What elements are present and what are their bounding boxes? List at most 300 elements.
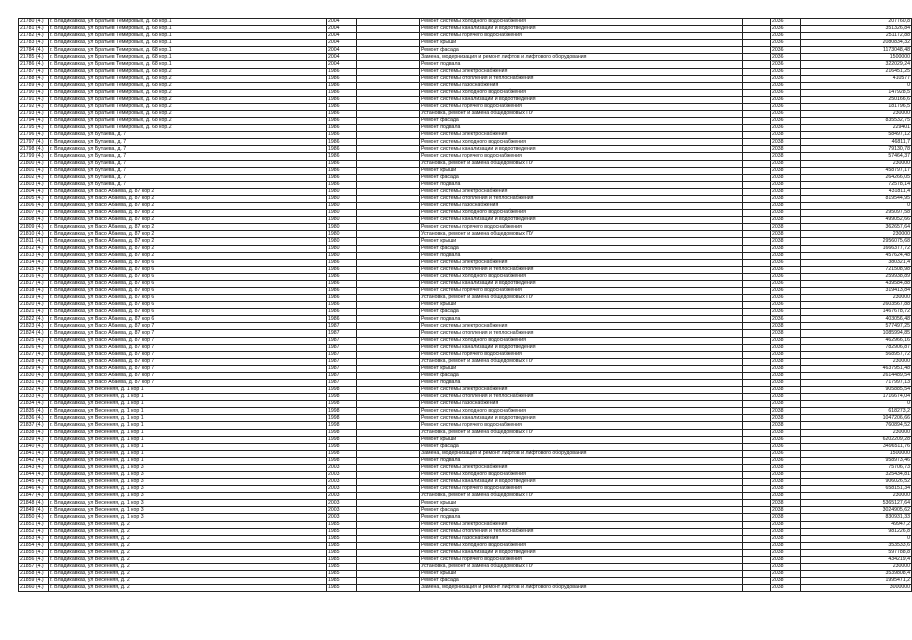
- cost-cell: 264266,05: [801, 174, 912, 181]
- record-id-cell: 21831 (4.): [19, 379, 49, 386]
- address-cell: г. Владикавказ, ул Васо Абаева, д. 87 кор 7: [49, 351, 327, 358]
- plan-year-cell: 2038: [771, 578, 801, 585]
- empty-cell: [357, 231, 420, 238]
- work-type-cell: Ремонт фасада: [420, 47, 743, 54]
- build-year-cell: 1987: [327, 337, 357, 344]
- plan-year-cell: 2038: [771, 351, 801, 358]
- record-id-cell: 21858 (4.): [19, 571, 49, 578]
- address-cell: г. Владикавказ, ул Бутаева, д. 7: [49, 160, 327, 167]
- empty-cell: [743, 415, 771, 422]
- plan-year-cell: 2036: [771, 118, 801, 125]
- empty-cell: [743, 316, 771, 323]
- table-row: [19, 493, 912, 500]
- empty-cell: [743, 252, 771, 259]
- empty-cell: [357, 422, 420, 429]
- build-year-cell: 1980: [327, 252, 357, 259]
- build-year-cell: 1987: [327, 372, 357, 379]
- address-cell: г. Владикавказ, ул Весенняя, д. 1 кор 3: [49, 479, 327, 486]
- plan-year-cell: 2036: [771, 309, 801, 316]
- empty-cell: [357, 217, 420, 224]
- record-id-cell: 21820 (4.): [19, 302, 49, 309]
- address-cell: г. Владикавказ, ул Васо Абаева, д. 87 кор 2: [49, 231, 327, 238]
- record-id-cell: 21806 (4.): [19, 203, 49, 210]
- address-cell: г. Владикавказ, ул Весенняя, д. 2: [49, 578, 327, 585]
- cost-cell: 760894,52: [801, 422, 912, 429]
- plan-year-cell: 2038: [771, 231, 801, 238]
- empty-cell: [743, 245, 771, 252]
- build-year-cell: 1987: [327, 351, 357, 358]
- record-id-cell: 21855 (4.): [19, 549, 49, 556]
- work-type-cell: Ремонт подвала: [420, 457, 743, 464]
- work-type-cell: Ремонт системы горячего водоснабжения: [420, 103, 743, 110]
- plan-year-cell: 2038: [771, 358, 801, 365]
- record-id-cell: 21821 (4.): [19, 309, 49, 316]
- empty-cell: [357, 125, 420, 132]
- work-type-cell: Ремонт крыши: [420, 571, 743, 578]
- address-cell: г. Владикавказ, ул Васо Абаева, д. 87 кор 2: [49, 238, 327, 245]
- table-row: [19, 507, 912, 514]
- address-cell: г. Владикавказ, ул Васо Абаева, д. 87 кор 2: [49, 224, 327, 231]
- empty-cell: [357, 323, 420, 330]
- build-year-cell: 1986: [327, 280, 357, 287]
- plan-year-cell: 2038: [771, 167, 801, 174]
- empty-cell: [743, 188, 771, 195]
- record-id-cell: 21836 (4.): [19, 415, 49, 422]
- build-year-cell: 2003: [327, 514, 357, 521]
- plan-year-cell: 2038: [771, 401, 801, 408]
- work-type-cell: Ремонт системы электроснабжения: [420, 188, 743, 195]
- work-type-cell: Ремонт системы горячего водоснабжения: [420, 224, 743, 231]
- address-cell: г. Владикавказ, ул Весенняя, д. 1 кор 1: [49, 450, 327, 457]
- build-year-cell: 2003: [327, 507, 357, 514]
- empty-cell: [357, 379, 420, 386]
- empty-cell: [357, 450, 420, 457]
- empty-cell: [357, 387, 420, 394]
- plan-year-cell: 2038: [771, 330, 801, 337]
- record-id-cell: 21834 (4.): [19, 401, 49, 408]
- empty-cell: [357, 245, 420, 252]
- empty-cell: [743, 238, 771, 245]
- cost-cell: 6202209,28: [801, 436, 912, 443]
- cost-cell: 410577: [801, 75, 912, 82]
- address-cell: г. Владикавказ, ул Васо Абаева, д. 87 кор 7: [49, 365, 327, 372]
- plan-year-cell: 2038: [771, 408, 801, 415]
- plan-year-cell: 2038: [771, 372, 801, 379]
- empty-cell: [357, 295, 420, 302]
- work-type-cell: Установка, ремонт и замена общедомовых ПУ: [420, 564, 743, 571]
- record-id-cell: 21827 (4.): [19, 351, 49, 358]
- empty-cell: [357, 75, 420, 82]
- address-cell: г. Владикавказ, ул Братьев Темировых, д. 68 кор.1: [49, 47, 327, 54]
- empty-cell: [743, 500, 771, 507]
- work-type-cell: Ремонт системы газоснабжения: [420, 203, 743, 210]
- address-cell: г. Владикавказ, ул Васо Абаева, д. 87 кор 6: [49, 259, 327, 266]
- address-cell: г. Владикавказ, ул Васо Абаева, д. 87 кор 7: [49, 330, 327, 337]
- record-id-cell: 21805 (4.): [19, 195, 49, 202]
- record-id-cell: 21788 (4.): [19, 75, 49, 82]
- cost-cell: 2614489,54: [801, 372, 912, 379]
- record-id-cell: 21791 (4.): [19, 96, 49, 103]
- empty-cell: [357, 280, 420, 287]
- empty-cell: [743, 372, 771, 379]
- empty-cell: [357, 535, 420, 542]
- cost-cell: 434219,4: [801, 556, 912, 563]
- empty-cell: [743, 549, 771, 556]
- address-cell: г. Владикавказ, ул Васо Абаева, д. 87 кор 6: [49, 266, 327, 273]
- empty-cell: [743, 521, 771, 528]
- record-id-cell: 21851 (4.): [19, 521, 49, 528]
- plan-year-cell: 2038: [771, 203, 801, 210]
- empty-cell: [357, 252, 420, 259]
- address-cell: г. Владикавказ, ул Братьев Темировых, д. 68 кор.2: [49, 68, 327, 75]
- work-type-cell: Ремонт системы отопления и теплоснабжения: [420, 75, 743, 82]
- work-type-cell: Ремонт системы канализации и водоотведения: [420, 280, 743, 287]
- record-id-cell: 21832 (4.): [19, 387, 49, 394]
- work-type-cell: Ремонт крыши: [420, 40, 743, 47]
- build-year-cell: 1986: [327, 125, 357, 132]
- address-cell: г. Владикавказ, ул Братьев Темировых, д. 68 кор.2: [49, 75, 327, 82]
- build-year-cell: 2004: [327, 33, 357, 40]
- cost-cell: 46811,7: [801, 139, 912, 146]
- build-year-cell: 1980: [327, 217, 357, 224]
- address-cell: г. Владикавказ, ул Весенняя, д. 1 кор 1: [49, 457, 327, 464]
- address-cell: г. Владикавказ, ул Бутаева, д. 7: [49, 146, 327, 153]
- work-type-cell: Ремонт подвала: [420, 61, 743, 68]
- address-cell: г. Владикавказ, ул Васо Абаева, д. 87 кор 2: [49, 245, 327, 252]
- cost-cell: 1716674,04: [801, 394, 912, 401]
- table-row: [19, 500, 912, 507]
- empty-cell: [743, 125, 771, 132]
- empty-cell: [743, 556, 771, 563]
- record-id-cell: 21807 (4.): [19, 210, 49, 217]
- record-id-cell: 21856 (4.): [19, 556, 49, 563]
- cost-cell: 439584,88: [801, 280, 912, 287]
- table-row: [19, 139, 912, 146]
- cost-cell: 319413,84: [801, 287, 912, 294]
- work-type-cell: Ремонт системы холодного водоснабжения: [420, 19, 743, 26]
- work-type-cell: Ремонт крыши: [420, 500, 743, 507]
- empty-cell: [357, 472, 420, 479]
- address-cell: г. Владикавказ, ул Васо Абаева, д. 87 кор 7: [49, 344, 327, 351]
- cost-cell: 72578,14: [801, 181, 912, 188]
- plan-year-cell: 2038: [771, 507, 801, 514]
- build-year-cell: 1980: [327, 224, 357, 231]
- build-year-cell: 1986: [327, 287, 357, 294]
- empty-cell: [743, 486, 771, 493]
- work-type-cell: Ремонт фасада: [420, 174, 743, 181]
- work-type-cell: Ремонт подвала: [420, 316, 743, 323]
- work-type-cell: Ремонт системы холодного водоснабжения: [420, 273, 743, 280]
- plan-year-cell: 2038: [771, 528, 801, 535]
- empty-cell: [743, 103, 771, 110]
- cost-cell: 568957,72: [801, 351, 912, 358]
- work-type-cell: Ремонт системы газоснабжения: [420, 82, 743, 89]
- record-id-cell: 21803 (4.): [19, 181, 49, 188]
- address-cell: г. Владикавказ, ул Весенняя, д. 1 кор 1: [49, 415, 327, 422]
- table-row: [19, 132, 912, 139]
- empty-cell: [357, 302, 420, 309]
- empty-cell: [743, 323, 771, 330]
- cost-cell: 0: [801, 535, 912, 542]
- empty-cell: [743, 387, 771, 394]
- address-cell: г. Владикавказ, ул Васо Абаева, д. 87 кор 7: [49, 337, 327, 344]
- address-cell: г. Владикавказ, ул Васо Абаева, д. 87 кор 6: [49, 273, 327, 280]
- work-type-cell: Ремонт крыши: [420, 167, 743, 174]
- cost-cell: 499052,66: [801, 217, 912, 224]
- plan-year-cell: 2036: [771, 457, 801, 464]
- record-id-cell: 21850 (4.): [19, 514, 49, 521]
- empty-cell: [743, 195, 771, 202]
- cost-cell: 230000: [801, 160, 912, 167]
- plan-year-cell: 2036: [771, 75, 801, 82]
- plan-year-cell: 2036: [771, 287, 801, 294]
- cost-cell: 230000: [801, 429, 912, 436]
- empty-cell: [743, 450, 771, 457]
- empty-cell: [743, 259, 771, 266]
- empty-cell: [743, 287, 771, 294]
- address-cell: г. Владикавказ, ул Васо Абаева, д. 87 кор 2: [49, 203, 327, 210]
- plan-year-cell: 2038: [771, 429, 801, 436]
- empty-cell: [743, 118, 771, 125]
- empty-cell: [357, 365, 420, 372]
- record-id-cell: 21848 (4.): [19, 500, 49, 507]
- address-cell: г. Владикавказ, ул Весенняя, д. 1 кор 3: [49, 486, 327, 493]
- record-id-cell: 21854 (4.): [19, 542, 49, 549]
- empty-cell: [357, 358, 420, 365]
- record-id-cell: 21798 (4.): [19, 146, 49, 153]
- cost-cell: 905885,54: [801, 387, 912, 394]
- empty-cell: [743, 571, 771, 578]
- table-row: [19, 146, 912, 153]
- work-type-cell: Установка, ремонт и замена общедомовых ПУ: [420, 358, 743, 365]
- work-type-cell: Ремонт подвала: [420, 252, 743, 259]
- record-id-cell: 21811 (4.): [19, 238, 49, 245]
- record-id-cell: 21839 (4.): [19, 436, 49, 443]
- work-type-cell: Ремонт фасада: [420, 507, 743, 514]
- plan-year-cell: 2036: [771, 259, 801, 266]
- table-row: [19, 153, 912, 160]
- address-cell: г. Владикавказ, ул Васо Абаева, д. 87 кор 2: [49, 217, 327, 224]
- empty-cell: [357, 521, 420, 528]
- empty-cell: [743, 351, 771, 358]
- address-cell: г. Владикавказ, ул Васо Абаева, д. 87 кор 6: [49, 302, 327, 309]
- cost-cell: 958973,46: [801, 457, 912, 464]
- build-year-cell: 1985: [327, 571, 357, 578]
- empty-cell: [357, 394, 420, 401]
- empty-cell: [357, 68, 420, 75]
- work-type-cell: Ремонт системы холодного водоснабжения: [420, 472, 743, 479]
- empty-cell: [357, 82, 420, 89]
- plan-year-cell: 2036: [771, 450, 801, 457]
- address-cell: г. Владикавказ, ул Васо Абаева, д. 87 кор 6: [49, 316, 327, 323]
- plan-year-cell: 2038: [771, 472, 801, 479]
- work-type-cell: Ремонт крыши: [420, 238, 743, 245]
- plan-year-cell: 2038: [771, 379, 801, 386]
- empty-cell: [743, 464, 771, 471]
- address-cell: г. Владикавказ, ул Васо Абаева, д. 87 кор 2: [49, 210, 327, 217]
- build-year-cell: 2004: [327, 26, 357, 33]
- address-cell: г. Владикавказ, ул Весенняя, д. 1 кор 1: [49, 429, 327, 436]
- plan-year-cell: 2036: [771, 111, 801, 118]
- empty-cell: [743, 132, 771, 139]
- empty-cell: [743, 535, 771, 542]
- build-year-cell: 1987: [327, 379, 357, 386]
- empty-cell: [743, 181, 771, 188]
- empty-cell: [357, 54, 420, 61]
- record-id-cell: 21792 (4.): [19, 103, 49, 110]
- work-type-cell: Ремонт системы канализации и водоотведения: [420, 479, 743, 486]
- record-id-cell: 21825 (4.): [19, 337, 49, 344]
- plan-year-cell: 2038: [771, 344, 801, 351]
- build-year-cell: 1985: [327, 578, 357, 585]
- plan-year-cell: 2038: [771, 500, 801, 507]
- record-id-cell: 21837 (4.): [19, 422, 49, 429]
- empty-cell: [743, 379, 771, 386]
- table-row: [19, 330, 912, 337]
- build-year-cell: 1986: [327, 160, 357, 167]
- cost-cell: 457624,48: [801, 252, 912, 259]
- build-year-cell: 1998: [327, 450, 357, 457]
- address-cell: г. Владикавказ, ул Братьев Темировых, д. 68 кор.2: [49, 111, 327, 118]
- empty-cell: [357, 443, 420, 450]
- table-row: [19, 415, 912, 422]
- cost-cell: 431811,4: [801, 188, 912, 195]
- work-type-cell: Ремонт подвала: [420, 379, 743, 386]
- plan-year-cell: 2038: [771, 387, 801, 394]
- empty-cell: [357, 309, 420, 316]
- address-cell: г. Владикавказ, ул Весенняя, д. 1 кор 1: [49, 443, 327, 450]
- empty-cell: [357, 273, 420, 280]
- record-id-cell: 21818 (4.): [19, 287, 49, 294]
- build-year-cell: 1985: [327, 564, 357, 571]
- cost-cell: 353533,6: [801, 542, 912, 549]
- empty-cell: [743, 273, 771, 280]
- record-id-cell: 21784 (4.): [19, 47, 49, 54]
- address-cell: г. Владикавказ, ул Васо Абаева, д. 87 кор 7: [49, 358, 327, 365]
- record-id-cell: 21804 (4.): [19, 188, 49, 195]
- empty-cell: [743, 443, 771, 450]
- record-id-cell: 21782 (4.): [19, 33, 49, 40]
- record-id-cell: 21819 (4.): [19, 295, 49, 302]
- build-year-cell: 1998: [327, 408, 357, 415]
- work-type-cell: Ремонт системы горячего водоснабжения: [420, 287, 743, 294]
- empty-cell: [743, 365, 771, 372]
- address-cell: г. Владикавказ, ул Весенняя, д. 1 кор 1: [49, 436, 327, 443]
- record-id-cell: 21797 (4.): [19, 139, 49, 146]
- cost-cell: 362657,64: [801, 224, 912, 231]
- address-cell: г. Владикавказ, ул Братьев Темировых, д. 68 кор.2: [49, 118, 327, 125]
- work-type-cell: Ремонт системы газоснабжения: [420, 401, 743, 408]
- empty-cell: [743, 493, 771, 500]
- build-year-cell: 2003: [327, 464, 357, 471]
- empty-cell: [743, 436, 771, 443]
- address-cell: г. Владикавказ, ул Весенняя, д. 2: [49, 585, 327, 592]
- address-cell: г. Владикавказ, ул Братьев Темировых, д. 68 кор.1: [49, 26, 327, 33]
- record-id-cell: 21786 (4.): [19, 61, 49, 68]
- empty-cell: [743, 542, 771, 549]
- empty-cell: [357, 174, 420, 181]
- record-id-cell: 21781 (4.): [19, 26, 49, 33]
- cost-cell: 1173048,48: [801, 47, 912, 54]
- plan-year-cell: 2036: [771, 26, 801, 33]
- build-year-cell: 1987: [327, 365, 357, 372]
- build-year-cell: 1998: [327, 415, 357, 422]
- empty-cell: [357, 61, 420, 68]
- record-id-cell: 21853 (4.): [19, 535, 49, 542]
- empty-cell: [357, 429, 420, 436]
- cost-cell: 1500000: [801, 54, 912, 61]
- plan-year-cell: 2038: [771, 394, 801, 401]
- record-id-cell: 21795 (4.): [19, 125, 49, 132]
- work-type-cell: Ремонт системы электроснабжения: [420, 387, 743, 394]
- empty-cell: [743, 429, 771, 436]
- empty-cell: [357, 514, 420, 521]
- record-id-cell: 21785 (4.): [19, 54, 49, 61]
- plan-year-cell: 2038: [771, 542, 801, 549]
- build-year-cell: 1986: [327, 259, 357, 266]
- record-id-cell: 21816 (4.): [19, 273, 49, 280]
- table-row: [19, 514, 912, 521]
- plan-year-cell: 2038: [771, 195, 801, 202]
- work-type-cell: Ремонт подвала: [420, 514, 743, 521]
- plan-year-cell: 2038: [771, 210, 801, 217]
- plan-year-cell: 2036: [771, 47, 801, 54]
- record-id-cell: 21847 (4.): [19, 493, 49, 500]
- work-type-cell: Ремонт системы отопления и теплоснабжения: [420, 394, 743, 401]
- record-id-cell: 21841 (4.): [19, 450, 49, 457]
- empty-cell: [357, 259, 420, 266]
- plan-year-cell: 2036: [771, 96, 801, 103]
- empty-cell: [357, 160, 420, 167]
- cost-cell: 1467678,72: [801, 309, 912, 316]
- cost-cell: 79130,78: [801, 146, 912, 153]
- build-year-cell: 2004: [327, 54, 357, 61]
- empty-cell: [357, 408, 420, 415]
- address-cell: г. Владикавказ, ул Васо Абаева, д. 87 кор 2: [49, 195, 327, 202]
- plan-year-cell: 2038: [771, 549, 801, 556]
- empty-cell: [357, 287, 420, 294]
- empty-cell: [743, 231, 771, 238]
- cost-cell: 322029,24: [801, 61, 912, 68]
- cost-cell: 147928,5: [801, 89, 912, 96]
- address-cell: г. Владикавказ, ул Васо Абаева, д. 87 кор 6: [49, 309, 327, 316]
- address-cell: г. Владикавказ, ул Братьев Темировых, д. 68 кор.1: [49, 40, 327, 47]
- empty-cell: [743, 578, 771, 585]
- work-type-cell: Ремонт фасада: [420, 372, 743, 379]
- plan-year-cell: 2038: [771, 464, 801, 471]
- empty-cell: [357, 224, 420, 231]
- work-type-cell: Ремонт системы электроснабжения: [420, 259, 743, 266]
- record-id-cell: 21789 (4.): [19, 82, 49, 89]
- address-cell: г. Владикавказ, ул Братьев Темировых, д. 68 кор.2: [49, 125, 327, 132]
- work-type-cell: Ремонт фасада: [420, 309, 743, 316]
- cost-cell: 717997,13: [801, 379, 912, 386]
- work-type-cell: Ремонт системы холодного водоснабжения: [420, 408, 743, 415]
- empty-cell: [357, 26, 420, 33]
- table-row: [19, 238, 912, 245]
- record-id-cell: 21833 (4.): [19, 394, 49, 401]
- empty-cell: [357, 195, 420, 202]
- cost-cell: 597788,8: [801, 549, 912, 556]
- build-year-cell: 2003: [327, 472, 357, 479]
- cost-cell: 351326,84: [801, 26, 912, 33]
- work-type-cell: Ремонт системы холодного водоснабжения: [420, 542, 743, 549]
- empty-cell: [743, 146, 771, 153]
- record-id-cell: 21838 (4.): [19, 429, 49, 436]
- empty-cell: [357, 188, 420, 195]
- record-id-cell: 21817 (4.): [19, 280, 49, 287]
- address-cell: г. Владикавказ, ул Весенняя, д. 1 кор 1: [49, 387, 327, 394]
